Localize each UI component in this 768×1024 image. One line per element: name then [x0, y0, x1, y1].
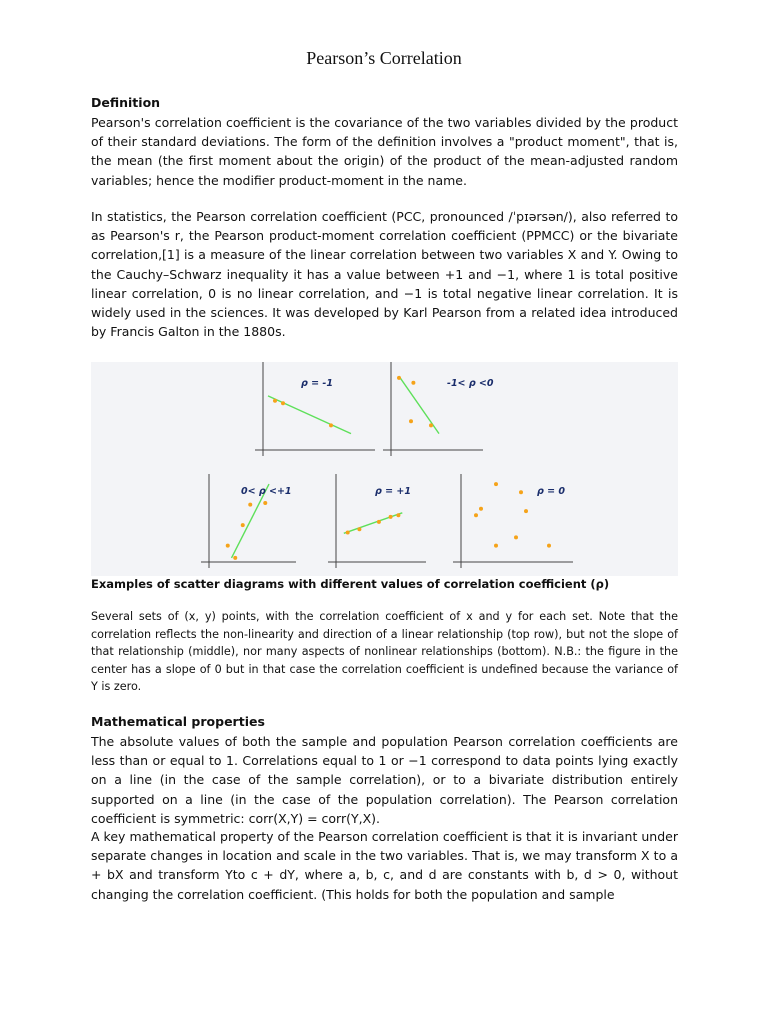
plot-1-point-2 — [281, 401, 285, 405]
plot-3-point-3 — [248, 503, 252, 507]
plot-1-point-3 — [329, 423, 333, 427]
plot-4-point-2 — [357, 527, 361, 531]
plot-4-label: ρ = +1 — [375, 486, 411, 497]
plot-5-point-2 — [519, 490, 523, 494]
math-paragraph-1: The absolute values of both the sample and population Pearson correlation coefficients are less than or equal to 1. Correlations equal to 1 or −1 correspond to data points lying exactly on a line (in the case of the sample correlation), or to a bivariate distribution entirely supported on a line (in the case of the population correlation). The Pearson correlation coefficient is symmetric: corr(X,Y) = corr(Y,X). — [91, 734, 678, 826]
plot-5-label: ρ = 0 — [537, 486, 565, 497]
plot-3-point-1 — [226, 544, 230, 548]
definition-paragraph-1: Pearson's correlation coefficient is the covariance of the two variables divided by the product of their standard deviations. The form of the definition involves a "product moment", that is, the mean (the first moment about the origin) of the product of the mean-adjusted random variables; hence the modifier product-moment in the name. — [91, 115, 678, 188]
math-paragraph-2: A key mathematical property of the Pearson correlation coefficient is that it is invariant under separate changes in location and scale in the two variables. That is, we may transform X to a + bX and transform Yto c + dY, where a, b, c, and d are constants with b, d > 0, without changing the correlation coefficient. (This holds for both the population and sample — [91, 829, 678, 902]
figure-notes: Several sets of (x, y) points, with the correlation coefficient of x and y for each set. Note that the correlation reflects the non-linearity and direction of a linear relationship (top row), but not the slope of that relationship (middle), nor many aspects of nonlinear relationships (bottom). N.B.: the figure in the center has a slope of 0 but in that case the correlation coefficient is undefined because the variance of Y is zero. — [91, 610, 678, 694]
plot-1-label: ρ = -1 — [301, 378, 333, 389]
plot-2-point-4 — [429, 423, 433, 427]
plot-5-point-7 — [514, 535, 518, 539]
plot-5-point-8 — [547, 544, 551, 548]
plot-3-label: 0< ρ <+1 — [241, 486, 292, 497]
plot-2-fit-line — [399, 376, 439, 433]
definition-paragraph-2: In statistics, the Pearson correlation coefficient (PCC, pronounced /ˈpɪərsən/), also referred to as Pearson's r, the Pearson product-moment correlation coefficient (PPMCC) or the bivariate correlation,[1] is a measure of the linear correlation between two variables X and Y. Owing to the Cauchy–Schwarz inequality it has a value between +1 and −1, where 1 is total positive linear correlation, 0 is no linear correlation, and −1 is total negative linear correlation. It is widely used in the sciences. It was developed by Karl Pearson from a related idea introduced by Francis Galton in the 1880s. — [91, 209, 678, 340]
plot-4-point-5 — [396, 513, 400, 517]
scatter-diagrams — [91, 362, 678, 576]
plot-5-point-3 — [479, 507, 483, 511]
plot-3-point-4 — [263, 501, 267, 505]
plot-5-point-6 — [494, 544, 498, 548]
plot-5-point-1 — [494, 482, 498, 486]
plot-5-point-4 — [474, 513, 478, 517]
plot-4-point-1 — [346, 530, 350, 534]
plot-1-fit-line — [268, 396, 351, 434]
plot-4-point-3 — [377, 520, 381, 524]
plot-4-fit-line — [344, 513, 403, 534]
plot-2-point-2 — [411, 381, 415, 385]
plot-3-point-5 — [233, 556, 237, 560]
plot-1-point-1 — [273, 399, 277, 403]
plot-2-point-1 — [397, 376, 401, 380]
scatter-figure — [91, 362, 678, 576]
plot-2-label: -1< ρ <0 — [447, 378, 494, 389]
definition-heading: Definition — [91, 95, 161, 110]
figure-caption: Examples of scatter diagrams with different values of correlation coefficient (ρ) — [91, 577, 610, 591]
plot-4-point-4 — [389, 515, 393, 519]
math-heading: Mathematical properties — [91, 714, 265, 729]
page-title: Pearson’s Correlation — [306, 48, 462, 68]
plot-5-point-5 — [524, 509, 528, 513]
plot-3-point-2 — [241, 523, 245, 527]
plot-2-point-3 — [409, 419, 413, 423]
